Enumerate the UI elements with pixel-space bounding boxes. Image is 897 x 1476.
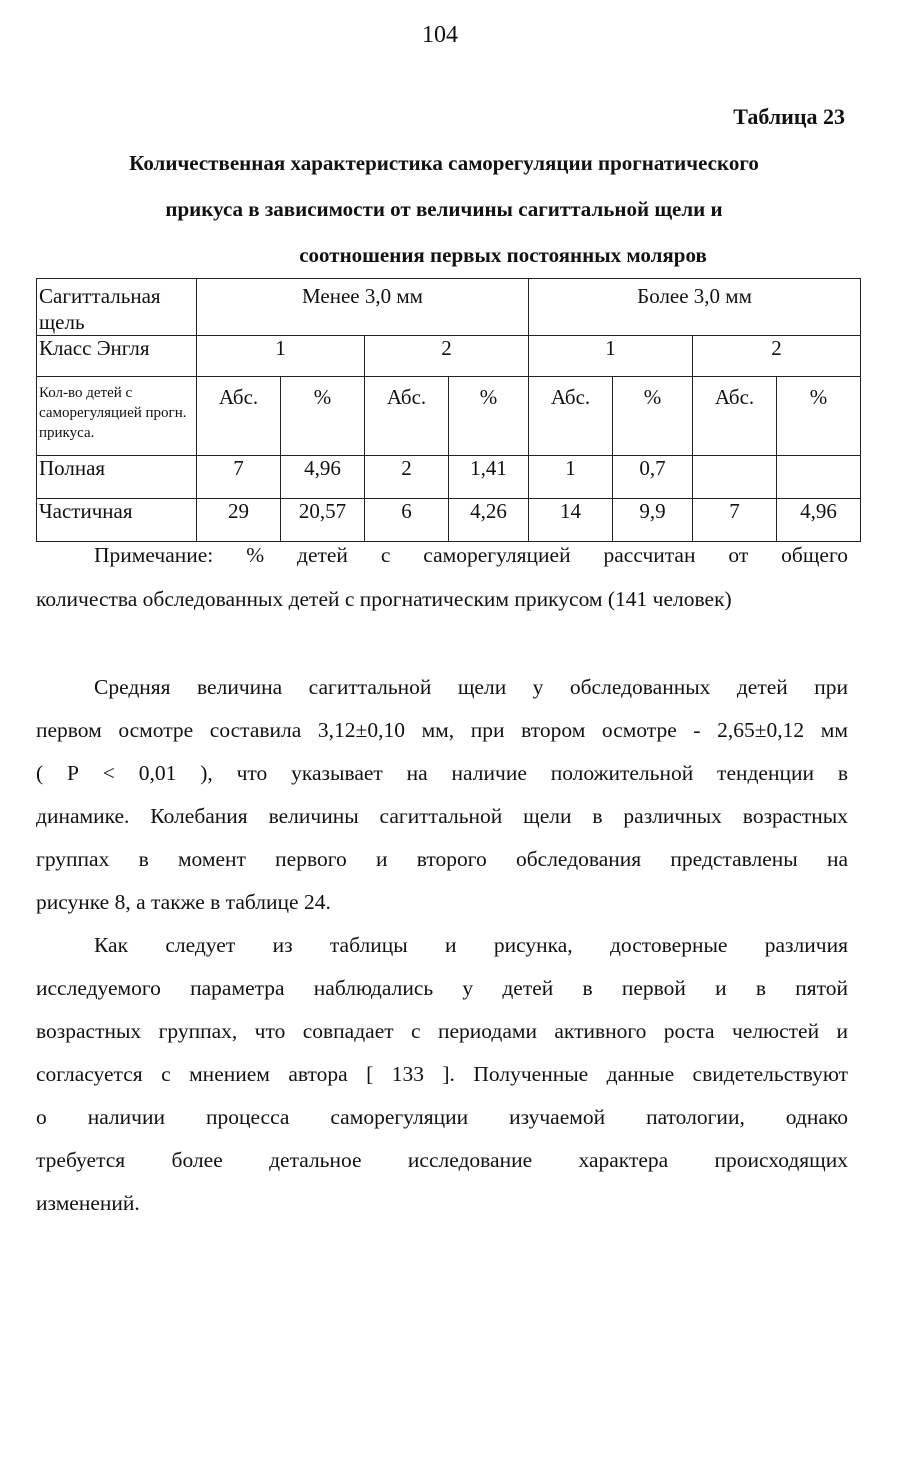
table-cell: 0,7 <box>613 456 693 499</box>
paragraph-line: Как следует из таблицы и рисунка, достоверные различия <box>94 933 848 957</box>
paragraph-line: рисунке 8, а также в таблице 24. <box>36 890 331 914</box>
header-cell: Абс. <box>197 377 281 456</box>
table-note <box>36 540 848 628</box>
paragraph-line: Средняя величина сагиттальной щели у обследованных детей при <box>94 675 848 699</box>
table-cell: 4,96 <box>777 499 861 542</box>
table-header-row <box>37 279 861 336</box>
table-row <box>37 456 861 499</box>
caption-line: соотношения первых постоянных моляров <box>299 243 707 267</box>
table-cell: 14 <box>529 499 613 542</box>
table-cell: 6 <box>365 499 449 542</box>
header-cell: Кол-во детей с саморегуляцией прогн. прикуса. <box>37 377 197 456</box>
table-cell: 7 <box>197 456 281 499</box>
header-cell: % <box>613 377 693 456</box>
note-line: количества обследованных детей с прогнатическим прикусом (141 человек) <box>36 587 732 611</box>
table-cell: 20,57 <box>281 499 365 542</box>
table-cell <box>777 456 861 499</box>
paragraph-line: исследуемого параметра наблюдались у детей в первой и в пятой <box>36 976 848 1000</box>
header-cell: % <box>777 377 861 456</box>
header-cell: % <box>449 377 529 456</box>
table-header-row <box>37 377 861 456</box>
data-table <box>36 278 861 542</box>
header-cell: Абс. <box>529 377 613 456</box>
paragraph-line: согласуется с мнением автора [ 133 ]. Полученные данные свидетельствуют <box>36 1062 848 1086</box>
paragraph-line: динамике. Колебания величины сагиттальной щели в различных возрастных <box>36 804 848 828</box>
paragraph-line: группах в момент первого и второго обследования представлены на <box>36 847 848 871</box>
header-cell: Менее 3,0 мм <box>197 279 529 336</box>
header-cell: Более 3,0 мм <box>529 279 861 336</box>
table-cell: 1 <box>529 456 613 499</box>
paragraph-line: изменений. <box>36 1191 140 1215</box>
table-cell: 29 <box>197 499 281 542</box>
caption-line: прикуса в зависимости от величины сагиттальной щели и <box>165 197 723 221</box>
table-cell: 7 <box>693 499 777 542</box>
table-cell: 4,26 <box>449 499 529 542</box>
header-cell: Абс. <box>365 377 449 456</box>
table-cell: 9,9 <box>613 499 693 542</box>
table-cell: 1,41 <box>449 456 529 499</box>
header-cell: % <box>281 377 365 456</box>
table-cell: 4,96 <box>281 456 365 499</box>
header-cell: 1 <box>529 336 693 377</box>
paragraph-line: возрастных группах, что совпадает с периодами активного роста челюстей и <box>36 1019 848 1043</box>
table-cell: 2 <box>365 456 449 499</box>
header-cell: Класс Энгля <box>37 336 197 377</box>
paragraph <box>36 672 848 930</box>
table-header-row <box>37 336 861 377</box>
header-cell: 1 <box>197 336 365 377</box>
page-number: 104 <box>422 22 458 48</box>
paragraph-line: требуется более детальное исследование характера происходящих <box>36 1148 848 1172</box>
paragraph-line: первом осмотре составила 3,12±0,10 мм, при втором осмотре - 2,65±0,12 мм <box>36 718 848 742</box>
table-caption <box>40 148 848 286</box>
note-line: Примечание: % детей с саморегуляцией рассчитан от общего <box>94 543 848 567</box>
paragraph <box>36 930 848 1231</box>
row-label: Частичная <box>37 499 197 542</box>
paragraph-line: о наличии процесса саморегуляции изучаемой патологии, однако <box>36 1105 848 1129</box>
table-cell <box>693 456 777 499</box>
header-cell: 2 <box>365 336 529 377</box>
header-cell: Абс. <box>693 377 777 456</box>
caption-line: Количественная характеристика саморегуляции прогнатического <box>129 151 759 175</box>
paragraph-line: ( Р < 0,01 ), что указывает на наличие положительной тенденции в <box>36 761 848 785</box>
header-cell: 2 <box>693 336 861 377</box>
row-label: Полная <box>37 456 197 499</box>
header-cell: Сагиттальная щель <box>37 279 197 336</box>
table-label: Таблица 23 <box>733 104 845 129</box>
table-row <box>37 499 861 542</box>
